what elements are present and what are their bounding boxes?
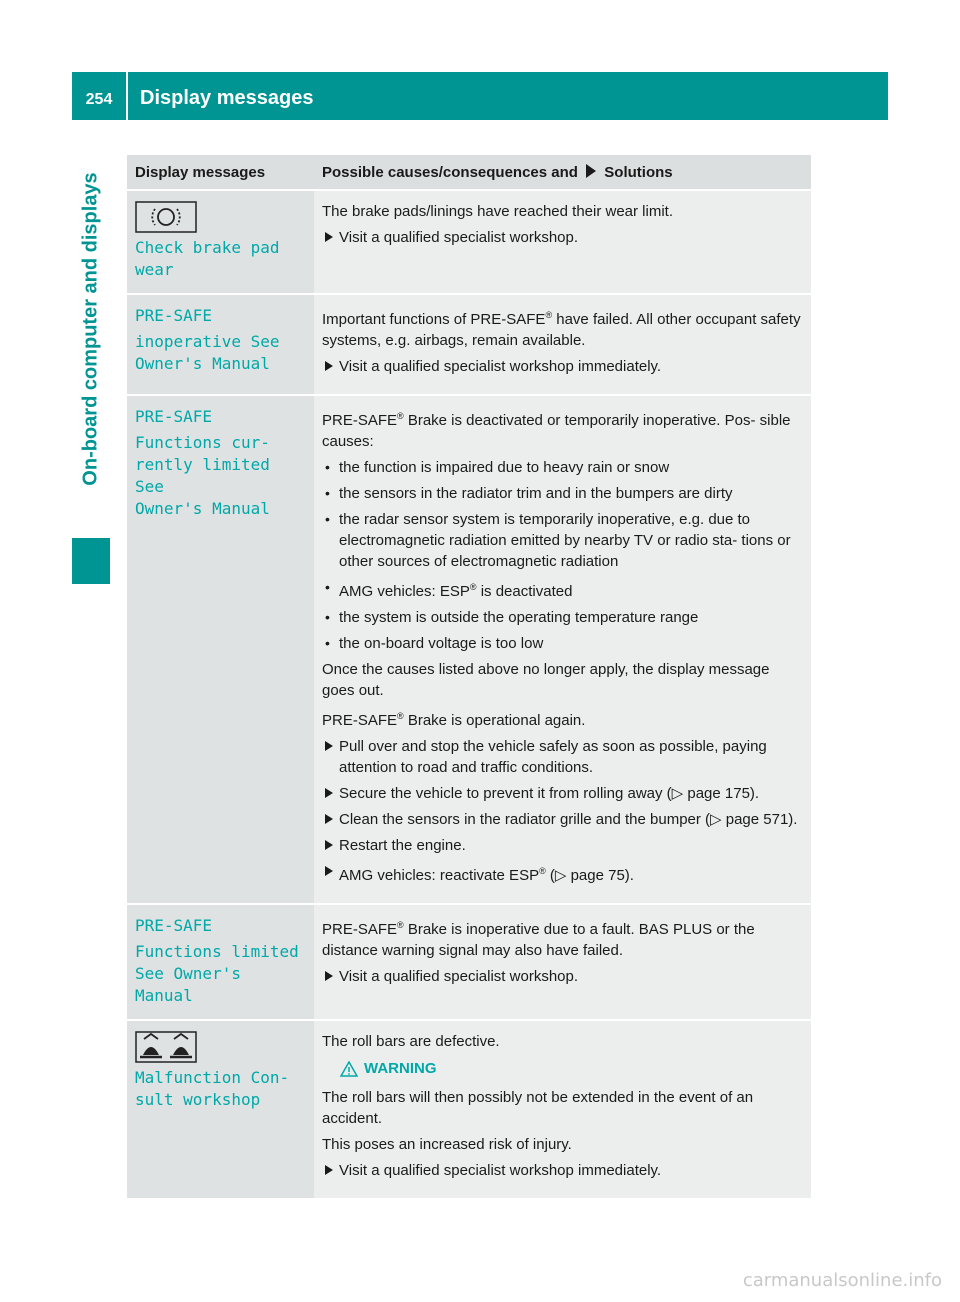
description-cell: The brake pads/linings have reached their wear limit. Visit a qualified specialist workshop. bbox=[314, 190, 811, 294]
page-header bbox=[72, 72, 888, 120]
arrow-icon bbox=[586, 164, 596, 178]
table-row bbox=[127, 1020, 811, 1199]
header-divider bbox=[126, 72, 128, 120]
solution-step: Secure the vehicle to prevent it from rolling away (▷ page 175). bbox=[322, 783, 803, 804]
page-number: 254 bbox=[85, 91, 113, 108]
table-row bbox=[127, 190, 811, 294]
brake-pad-wear-icon bbox=[135, 201, 197, 233]
col-header-causes: Possible causes/consequences and Solutions bbox=[314, 155, 811, 190]
side-tab-label-wrap bbox=[72, 120, 110, 538]
table-row bbox=[127, 395, 811, 904]
roll-bar-icon bbox=[135, 1031, 197, 1063]
warning-label: WARNING bbox=[364, 1060, 437, 1077]
warning-box bbox=[340, 1058, 803, 1079]
warning-triangle-icon bbox=[340, 1061, 358, 1077]
list-item: • the radar sensor system is temporarily inoperative, e.g. due to electromagnetic radiation emitted by nearby TV or radio sta‐ tions or other sources of electromagnetic radiation bbox=[322, 509, 803, 572]
table-header-row bbox=[127, 155, 811, 190]
col-header-display: Display messages bbox=[127, 155, 314, 190]
solution-step: Pull over and stop the vehicle safely as soon as possible, paying attention to road and traffic conditions. bbox=[322, 736, 803, 778]
description-cell: The roll bars are defective. WARNING The roll bars will then possibly not be extended in the event of an accident. This poses an increased risk of injury. Visit a qualified specialist workshop immediately. bbox=[314, 1020, 811, 1199]
solution-step: Clean the sensors in the radiator grille and the bumper (▷ page 571). bbox=[322, 809, 803, 830]
table-row bbox=[127, 294, 811, 395]
list-item: • the function is impaired due to heavy rain or snow bbox=[322, 457, 803, 478]
solution-step: AMG vehicles: reactivate ESP® (▷ page 75). bbox=[322, 861, 803, 886]
list-item: • the on-board voltage is too low bbox=[322, 633, 803, 654]
solution-step: Visit a qualified specialist workshop. bbox=[322, 966, 803, 987]
solution-step: Visit a qualified specialist workshop immediately. bbox=[322, 356, 803, 377]
solution-step: Visit a qualified specialist workshop immediately. bbox=[322, 1160, 803, 1181]
display-cell: PRE-SAFE Functions cur‐ rently limited See Owner's Manual bbox=[127, 395, 314, 904]
list-item: • the sensors in the radiator trim and in the bumpers are dirty bbox=[322, 483, 803, 504]
list-item: • AMG vehicles: ESP® is deactivated bbox=[322, 577, 803, 602]
description-cell: PRE-SAFE® Brake is inoperative due to a fault. BAS PLUS or the distance warning signal may also have failed. Visit a qualified specialist workshop. bbox=[314, 904, 811, 1020]
solution-step: Restart the engine. bbox=[322, 835, 803, 856]
side-tab-label: On-board computer and displays bbox=[79, 172, 102, 486]
description-cell: Important functions of PRE-SAFE® have failed. All other occupant safety systems, e.g. airbags, remain available. Visit a qualified specialist workshop immediately. bbox=[314, 294, 811, 395]
solution-step: Visit a qualified specialist workshop. bbox=[322, 227, 803, 248]
display-cell: PRE-SAFE inoperative See Owner's Manual bbox=[127, 294, 314, 395]
list-item: • the system is outside the operating temperature range bbox=[322, 607, 803, 628]
table-row bbox=[127, 904, 811, 1020]
watermark: carmanualsonline.info bbox=[742, 1270, 942, 1291]
display-messages-table bbox=[127, 155, 811, 1200]
display-cell: Check brake pad wear bbox=[127, 190, 314, 294]
display-cell: Malfunction Con‐ sult workshop bbox=[127, 1020, 314, 1199]
display-cell: PRE-SAFE Functions limited See Owner's Manual bbox=[127, 904, 314, 1020]
description-cell: PRE-SAFE® Brake is deactivated or temporarily inoperative. Pos‐ sible causes: • the function is impaired due to heavy rain or snow • the sensors in the radiator trim and in the bumpers are dirty • the radar sensor system is temporarily inoperative, e.g. due to electromagnetic radiation emitted by nearby TV or radio sta‐ tions or other sources of electromagnetic radiation • AMG vehicles: ESP® is deactivated • the system is outside the operating temperature range • the on-board voltage is too low Once the causes listed above no longer apply, the display message goes out. PRE-SAFE® Brake is operational again. Pull over and stop the vehicle safely as soon as possible, paying attention to road and traffic conditions. Secure the vehicle to prevent it from rolling away (▷ page 175). Clean the sensors in the radiator grille and the bumper (▷ page 571). Restart the engine. AMG vehicles: reactivate ESP® (▷ page 75). bbox=[314, 395, 811, 904]
page-title: Display messages bbox=[140, 86, 314, 109]
